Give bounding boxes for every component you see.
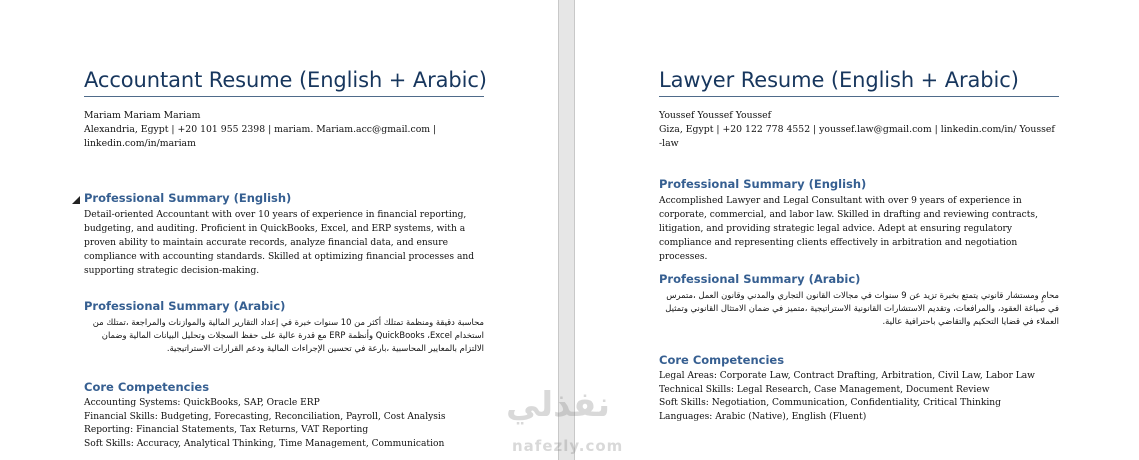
competency-item: Accounting Systems: QuickBooks, SAP, Oracle ERP — [84, 398, 320, 408]
competencies-section — [659, 353, 1059, 424]
competency-item: Technical Skills: Legal Research, Case Management, Document Review — [659, 384, 990, 395]
summary-ar-text: محاسبة دقيقة ومنظمة تمتلك أكثر من 10 سنوات خبرة في إعداد التقارير المالية والموازنات والمراجعة ،تمتلك من استخدام QuickBooks ،Excel وأنظمة ERP مع قدرة عالية على حفظ السجلات وتحليل البيانات المالية وضمان الالتزام بالمعايير المحاسبية ،بارعة في تحسين الإجراءات المالية ودعم القرارات الاستراتيجية. — [92, 317, 484, 353]
competency-item: Legal Areas: Corporate Law, Contract Drafting, Arbitration, Civil Law, Labor Law — [659, 371, 1035, 381]
competency-item: Soft Skills: Negotiation, Communication, Confidentiality, Critical Thinking — [659, 398, 1001, 408]
section-heading: Core Competencies — [659, 353, 785, 367]
contact-line: Alexandria, Egypt | +20 101 955 2398 | mariam. Mariam.acc@gmail.com | — [84, 124, 437, 135]
contact-name: Youssef Youssef Youssef — [659, 110, 772, 121]
doc-title: Accountant Resume (English + Arabic) — [84, 68, 484, 97]
page-lawyer-resume — [574, 0, 1139, 460]
summary-en-text: Detail-oriented Accountant with over 10 years of experience in financial reporting, budgeting, and auditing. Proficient in QuickBooks, Excel, and ERP systems, with a proven ability to maintain accurate records, analyze financial data, and ensure compliance with accounting standards. Skilled at optimizing financial processes and supporting strategic decision-making. — [84, 210, 475, 276]
collapse-heading-icon[interactable] — [72, 196, 80, 204]
doc-title: Lawyer Resume (English + Arabic) — [659, 68, 1059, 97]
watermark-latin: nafezly.com — [512, 437, 624, 455]
competency-item: Financial Skills: Budgeting, Forecasting, Reconciliation, Payroll, Cost Analysis — [84, 411, 446, 422]
summary-en-section — [84, 191, 484, 278]
contact-name: Mariam Mariam Mariam — [84, 110, 201, 121]
section-heading: Professional Summary (English) — [84, 191, 292, 205]
lawyer-header — [659, 68, 1059, 151]
page-accountant-resume — [0, 0, 559, 460]
summary-ar-section — [659, 272, 1059, 328]
contact-block — [84, 109, 484, 151]
competency-item: Languages: Arabic (Native), English (Fluent) — [659, 411, 867, 422]
competencies-section — [84, 380, 484, 451]
contact-line: linkedin.com/in/mariam — [84, 138, 196, 149]
contact-line: Giza, Egypt | +20 122 778 4552 | youssef.law@gmail.com | linkedin.com/in/ Youssef -law — [659, 124, 1055, 149]
accountant-header — [84, 68, 487, 151]
section-heading: Professional Summary (English) — [659, 177, 867, 191]
summary-en-text: Accomplished Lawyer and Legal Consultant with over 9 years of experience in corporate, commercial, and labor law. Skilled in drafting and reviewing contracts, litigation, and providing strategic legal advice. Adept at ensuring regulatory compliance and representing clients effectively in arbitration and negotiation processes. — [659, 196, 1038, 262]
competency-item: Soft Skills: Accuracy, Analytical Thinking, Time Management, Communication — [84, 438, 445, 449]
summary-en-section — [659, 177, 1059, 264]
summary-ar-section — [84, 299, 484, 355]
section-heading: Professional Summary (Arabic) — [84, 299, 286, 313]
section-heading: Professional Summary (Arabic) — [659, 272, 861, 286]
contact-block — [659, 109, 1059, 151]
watermark-arabic: نفذلي — [506, 385, 611, 425]
competency-item: Reporting: Financial Statements, Tax Returns, VAT Reporting — [84, 425, 369, 435]
section-heading: Core Competencies — [84, 380, 210, 394]
summary-ar-text: محامٍ ومستشار قانوني يتمتع بخبرة تزيد عن 9 سنوات في مجالات القانون التجاري والمدني وقانون العمل ،متمرس في صياغة العقود، والمرافعات، وتقديم الاستشارات القانونية الاستراتيجية ،متميز في ضمان الامتثال القانوني وتمثيل العملاء في قضايا التحكيم والتقاضي باحترافية عالية. — [665, 290, 1059, 326]
